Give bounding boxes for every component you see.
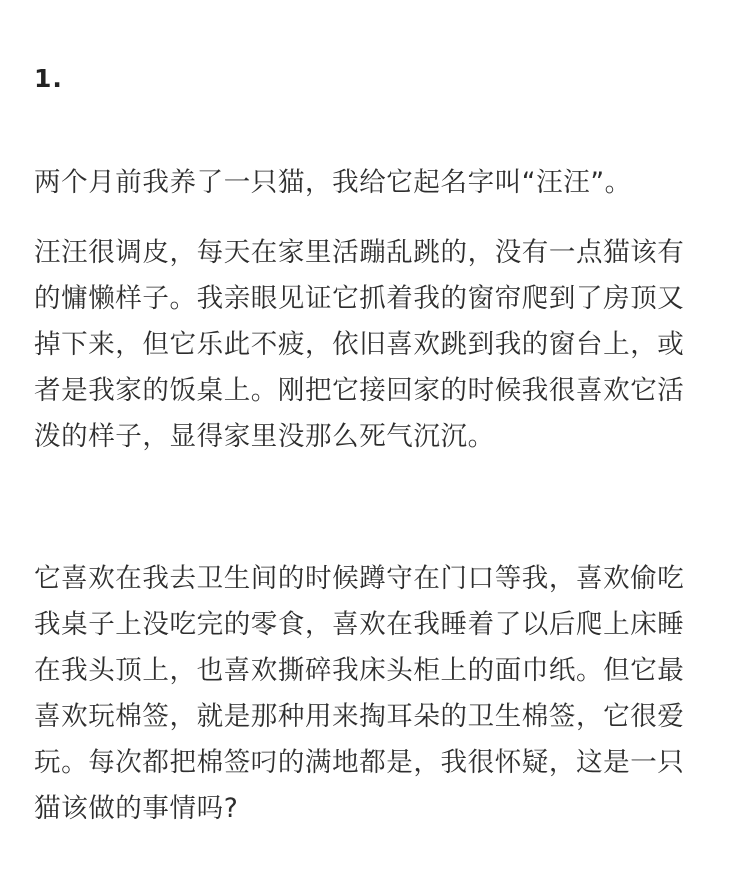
paragraph-line: 玩。每次都把棉签叼的满地都是，我很怀疑，这是一只 [34,747,685,778]
paragraph-2 [34,230,724,460]
paragraph-1 [34,160,724,206]
paragraph-line: 两个月前我养了一只猫，我给它起名字叫“汪汪”。 [34,167,632,198]
paragraph-line: 泼的样子，显得家里没那么死气沉沉。 [34,421,495,452]
paragraph-line: 汪汪很调皮，每天在家里活蹦乱跳的，没有一点猫该有 [34,237,685,268]
paragraph-line: 者是我家的饭桌上。刚把它接回家的时候我很喜欢它活 [34,375,685,406]
paragraph-line: 的慵懒样子。我亲眼见证它抓着我的窗帘爬到了房顶又 [34,283,685,314]
paragraph-line: 它喜欢在我去卫生间的时候蹲守在门口等我，喜欢偷吃 [34,563,685,594]
paragraph-3 [34,556,724,832]
paragraph-line: 在我头顶上，也喜欢撕碎我床头柜上的面巾纸。但它最 [34,655,685,686]
paragraph-line: 我桌子上没吃完的零食，喜欢在我睡着了以后爬上床睡 [34,609,685,640]
paragraph-line: 喜欢玩棉签，就是那种用来掏耳朵的卫生棉签，它很爱 [34,701,685,732]
paragraph-line: 掉下来，但它乐此不疲，依旧喜欢跳到我的窗台上，或 [34,329,685,360]
section-number: 1. [34,64,63,93]
paragraph-line: 猫该做的事情吗? [34,793,239,824]
